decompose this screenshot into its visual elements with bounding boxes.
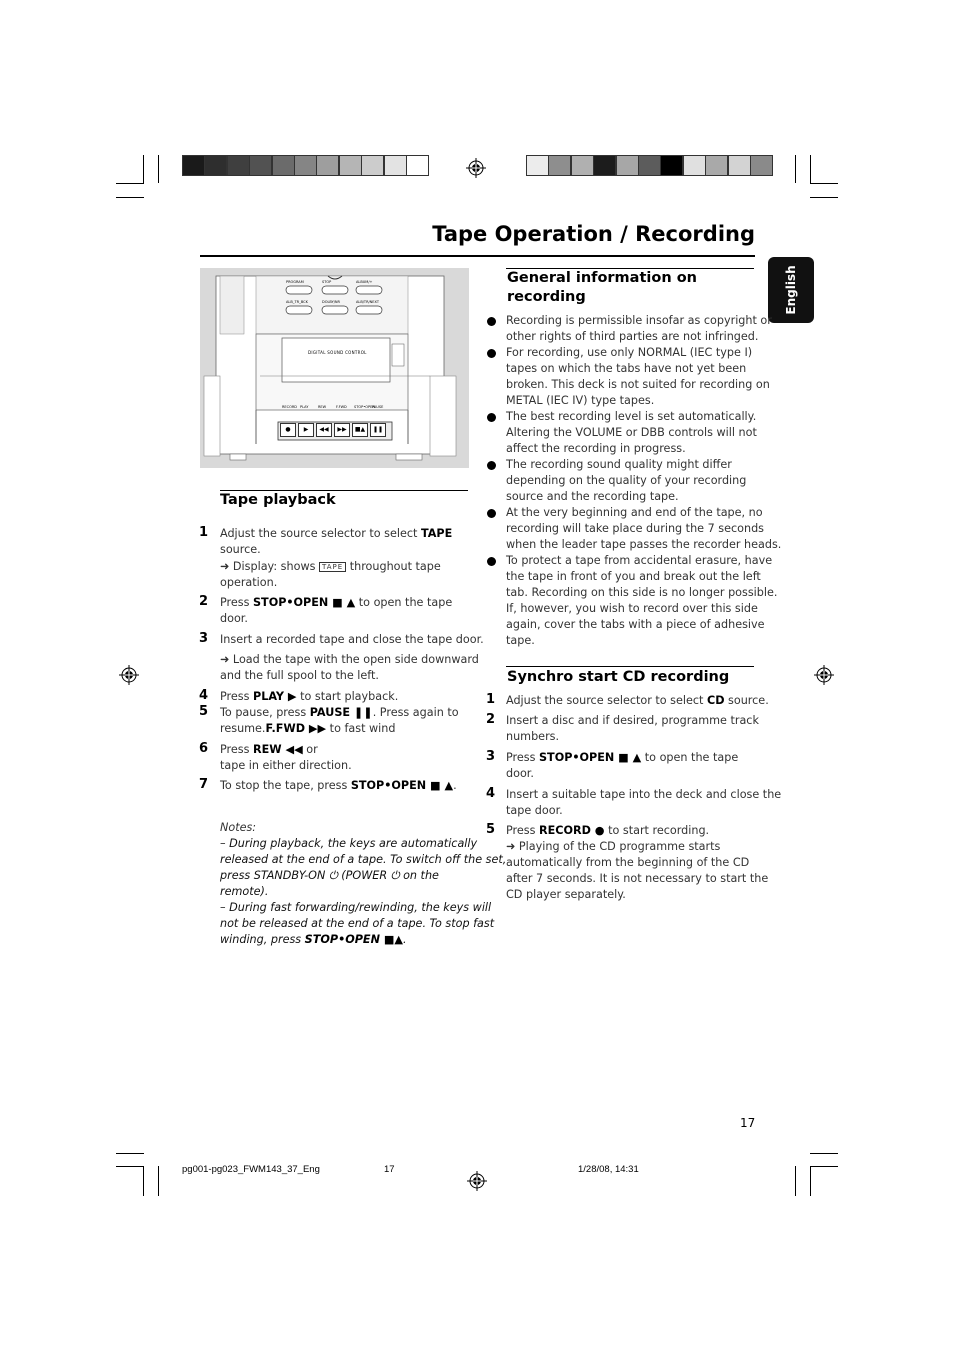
crop-mark (795, 1166, 796, 1196)
step-text: To pause, press (220, 706, 310, 719)
step-text-line (220, 742, 318, 758)
bullet-text-line: recording will take place during the 7 seconds (506, 522, 765, 535)
step-bold-text: TAPE (420, 527, 453, 540)
step-text: Insert a recorded tape and close the tape door. (220, 633, 484, 646)
step-text-line (506, 887, 626, 903)
registration-mark-icon (119, 665, 139, 685)
step-text: or (302, 743, 318, 756)
page-title: Tape Operation / Recording (432, 222, 755, 246)
deck-button: ▶ (298, 423, 314, 437)
step-text-line (506, 787, 781, 803)
deck-button: ▶▶ (334, 423, 350, 437)
crop-mark (810, 155, 811, 183)
step-text: Press (220, 743, 253, 756)
crop-mark (143, 155, 144, 183)
color-swatch (526, 155, 549, 176)
bullet-icon (487, 317, 496, 326)
device-button-label: ALB_TR_BCK (286, 300, 308, 304)
step-text-line (220, 778, 457, 794)
step-text: and the full spool to the left. (220, 669, 379, 682)
deck-button-label: PAUSE (372, 405, 384, 409)
step-text: Press (220, 690, 253, 703)
crop-mark (158, 1166, 159, 1196)
language-tab-label: English (784, 265, 798, 315)
step-text: Press (506, 824, 539, 837)
crop-mark (810, 183, 838, 184)
step-text-line (220, 595, 452, 611)
step-number: 5 (199, 704, 209, 719)
bullet-text-line: affect the recording in progress. (506, 442, 686, 455)
color-swatch (316, 155, 339, 176)
crop-mark (116, 183, 144, 184)
bullet-text-line: Altering the VOLUME or DBB controls will not (506, 426, 757, 439)
bullet-text-line: source and the recording tape. (506, 490, 679, 503)
note-line: released at the end of a tape. To switch off the set, (220, 853, 507, 866)
crop-mark (116, 1166, 144, 1167)
note-line: remote). (220, 885, 269, 898)
step-text: to fast wind (326, 722, 396, 735)
device-button-label: STOP (322, 280, 332, 284)
step-number: 5 (486, 822, 496, 837)
step-text: Insert a disc and if desired, programme track (506, 714, 759, 727)
step-text: to start recording. (604, 824, 710, 837)
color-swatch (339, 155, 362, 176)
color-swatch (361, 155, 384, 176)
deck-button-label: F.FWD (336, 405, 347, 409)
device-button-label: PROGRAM (286, 280, 304, 284)
step-text: to open the tape (355, 596, 453, 609)
step-text-line (220, 689, 398, 705)
bullet-text-line: other rights of third parties are not infringed. (506, 330, 759, 343)
bullet-text-line: tab. Recording on this side is no longer possible. (506, 586, 778, 599)
color-swatch (272, 155, 295, 176)
step-text: operation. (220, 576, 278, 589)
note-line: – During fast forwarding/rewinding, the keys will (220, 901, 492, 914)
step-text: tape in either direction. (220, 759, 352, 772)
tape-display-icon: TAPE (319, 562, 346, 572)
bullet-text-line: The recording sound quality might differ (506, 458, 732, 471)
bullet-text-line: METAL (IEC IV) type tapes. (506, 394, 655, 407)
notes-title: Notes: (220, 821, 257, 834)
color-swatch (548, 155, 571, 176)
step-bold-text: STOP•OPEN ■ ▲ (253, 596, 356, 609)
color-swatch (227, 155, 250, 176)
color-swatch (728, 155, 751, 176)
note-line: – During playback, the keys are automatically (220, 837, 478, 850)
footer-file: pg001-pg023_FWM143_37_Eng (182, 1164, 320, 1175)
deck-button: ■▲ (352, 423, 368, 437)
bullet-text-line: broken. This deck is not suited for recording on (506, 378, 770, 391)
deck-button-label: STOP•OPEN (354, 405, 375, 409)
deck-button-label: PLAY (300, 405, 309, 409)
step-text: . Press again to (372, 706, 459, 719)
step-bold-text: PAUSE ❚❚ (309, 706, 373, 719)
step-text: Press (506, 751, 539, 764)
crop-mark (795, 155, 796, 183)
device-button-label: ALBUM/+ (356, 280, 373, 284)
step-number: 3 (486, 749, 496, 764)
step-text-line (506, 766, 534, 782)
color-swatch (384, 155, 407, 176)
bullet-text-line: The best recording level is set automatically. (506, 410, 757, 423)
step-text: Adjust the source selector to select (506, 694, 707, 707)
color-swatch (406, 155, 429, 176)
deck-button-label: RECORD (282, 405, 297, 409)
device-display-label: DIGITAL SOUND CONTROL (308, 350, 367, 355)
step-text: Press (220, 596, 253, 609)
crop-mark (158, 155, 159, 183)
crop-mark (116, 197, 144, 198)
step-text: . (453, 779, 457, 792)
bullet-text-line: again, cover the tabs with a piece of adhesive (506, 618, 765, 631)
crop-mark (810, 1166, 811, 1196)
registration-mark-icon (466, 158, 486, 178)
bullet-text-line: To protect a tape from accidental erasure, have (506, 554, 773, 567)
title-rule (200, 255, 755, 257)
bullet-text-line: At the very beginning and end of the tape, no (506, 506, 763, 519)
step-text-line (506, 713, 759, 729)
synchro-heading: Synchro start CD recording (507, 669, 730, 685)
color-swatch (294, 155, 317, 176)
device-illustration (200, 268, 469, 468)
step-text-line (220, 668, 379, 684)
step-text: ➜ Playing of the CD programme starts (506, 840, 721, 853)
bullet-text-line: tape. (506, 634, 535, 647)
note-line: not be released at the end of a tape. To stop fast (220, 917, 495, 930)
step-text: source. (724, 694, 769, 707)
page-number: 17 (740, 1116, 756, 1130)
step-text: to start playback. (296, 690, 399, 703)
registration-mark-icon (814, 665, 834, 685)
bullet-icon (487, 461, 496, 470)
step-text-line (506, 823, 709, 839)
step-text: to open the tape (641, 751, 739, 764)
color-swatch (660, 155, 683, 176)
step-text: Insert a suitable tape into the deck and close the (506, 788, 782, 801)
color-swatch (683, 155, 706, 176)
deck-button: ● (280, 423, 296, 437)
bullet-icon (487, 509, 496, 518)
step-text-line (220, 632, 484, 648)
step-text-line (506, 750, 738, 766)
step-number: 6 (199, 741, 209, 756)
general-info-heading-line2: recording (507, 289, 586, 305)
tape-deck-drawing (200, 268, 469, 468)
registration-mark-icon (467, 1171, 487, 1191)
color-swatch (616, 155, 639, 176)
step-text: ➜ Load the tape with the open side downward (220, 653, 479, 666)
step-text-line (220, 721, 395, 737)
step-number: 2 (486, 712, 496, 727)
step-bold-text: STOP•OPEN ■ ▲ (350, 779, 454, 792)
bullet-icon (487, 349, 496, 358)
deck-button-label: REW (318, 405, 327, 409)
color-swatch (182, 155, 205, 176)
step-text: CD player separately. (506, 888, 626, 901)
step-text-line (220, 705, 459, 721)
step-number: 2 (199, 594, 209, 609)
step-text-line (220, 652, 479, 668)
step-text-line (506, 871, 768, 887)
color-swatch (571, 155, 594, 176)
step-text-line (220, 526, 452, 542)
device-button-label: ALB/TR/NEXT (356, 300, 379, 304)
step-text: Adjust the source selector to select (220, 527, 421, 540)
step-text-line (506, 729, 559, 745)
crop-mark (810, 197, 838, 198)
deck-button: ❚❚ (370, 423, 386, 437)
step-text-line (220, 611, 248, 627)
deck-button: ◀◀ (316, 423, 332, 437)
footer-date: 1/28/08, 14:31 (578, 1164, 639, 1175)
step-text-line (220, 542, 261, 558)
step-number: 4 (486, 786, 496, 801)
step-text: source. (220, 543, 261, 556)
step-text: door. (506, 767, 534, 780)
general-info-heading-line1: General information on (507, 270, 697, 286)
crop-mark (116, 1153, 144, 1154)
step-text-line (506, 855, 749, 871)
color-swatch (204, 155, 227, 176)
step-bold-text: F.FWD ▶▶ (265, 722, 327, 735)
note-line: winding, press STOP•OPEN ■▲. (220, 933, 407, 946)
step-bold-text: RECORD ● (539, 824, 605, 837)
step-text: after 7 seconds. It is not necessary to start the (506, 872, 769, 885)
note-line: press STANDBY-ON ⏻ (POWER ⏻ on the (220, 869, 439, 882)
language-tab (768, 257, 814, 323)
note-bold: STOP•OPEN ■▲ (304, 933, 404, 946)
bullet-icon (487, 413, 496, 422)
bullet-text-line: For recording, use only NORMAL (IEC type I) (506, 346, 753, 359)
step-bold-text: CD (706, 694, 725, 707)
step-number: 4 (199, 688, 209, 703)
section-rule (506, 666, 754, 667)
color-swatch (593, 155, 616, 176)
tape-playback-heading: Tape playback (220, 492, 336, 508)
color-swatch (750, 155, 773, 176)
section-rule (220, 490, 468, 491)
step-text: tape door. (506, 804, 563, 817)
crop-mark (810, 1153, 838, 1154)
step-text-line (220, 758, 352, 774)
crop-mark (810, 1166, 838, 1167)
color-swatch (705, 155, 728, 176)
step-text-line (220, 559, 441, 575)
device-button-label: DOLBY/NR (322, 300, 340, 304)
step-text-line (506, 839, 720, 855)
crop-mark (143, 1166, 144, 1196)
footer-page: 17 (384, 1164, 395, 1175)
step-text-line (220, 575, 277, 591)
step-text: automatically from the beginning of the CD (506, 856, 750, 869)
step-bold-text: PLAY ▶ (253, 690, 297, 703)
color-swatch (249, 155, 272, 176)
bullet-text-line: the tape in front of you and break out the left (506, 570, 761, 583)
bullet-text-line: Recording is permissible insofar as copyright or (506, 314, 772, 327)
step-text: numbers. (506, 730, 560, 743)
bullet-icon (487, 557, 496, 566)
step-bold-text: REW ◀◀ (253, 743, 303, 756)
bullet-text-line: when the leader tape passes the recorder heads. (506, 538, 782, 551)
step-number: 7 (199, 777, 209, 792)
step-text: resume. (220, 722, 266, 735)
step-text: door. (220, 612, 248, 625)
step-number: 1 (486, 692, 496, 707)
step-bold-text: STOP•OPEN ■ ▲ (539, 751, 642, 764)
bullet-text-line: If, however, you wish to record over this side (506, 602, 758, 615)
step-number: 3 (199, 631, 209, 646)
step-text-line (506, 693, 769, 709)
step-number: 1 (199, 525, 209, 540)
note-text: . (403, 933, 407, 946)
step-text: ➜ Display: shows (220, 560, 319, 573)
step-text: To stop the tape, press (220, 779, 351, 792)
color-swatch (638, 155, 661, 176)
bullet-text-line: tapes on which the tabs have not yet been (506, 362, 747, 375)
step-text: throughout tape (346, 560, 441, 573)
step-text-line (506, 803, 563, 819)
bullet-text-line: depending on the quality of your recording (506, 474, 747, 487)
